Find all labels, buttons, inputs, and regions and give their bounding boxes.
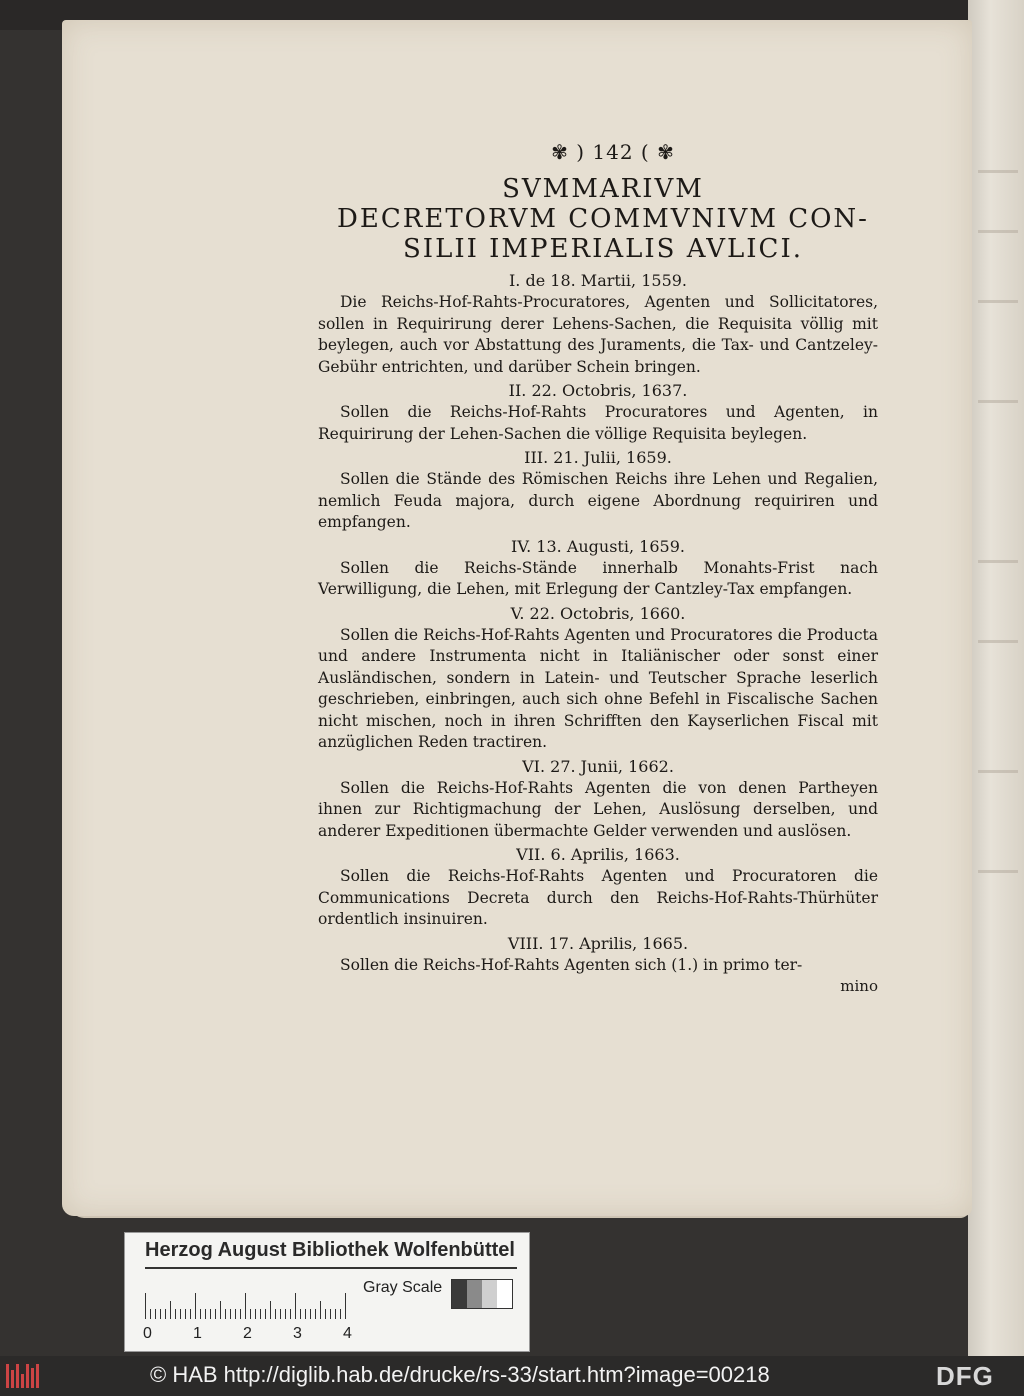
- logo-bar: [26, 1364, 29, 1388]
- swatch: [497, 1280, 512, 1308]
- ruler-tick: [160, 1309, 161, 1319]
- ruler-tick: [225, 1309, 226, 1319]
- decree-entry: [318, 933, 878, 977]
- decree-heading: III. 21. Julii, 1659.: [524, 448, 672, 467]
- decree-entry: [318, 270, 878, 378]
- decree-entry: [318, 756, 878, 843]
- ruler-tick: [340, 1309, 341, 1319]
- page-title: [328, 174, 878, 264]
- gray-scale-label: Gray Scale: [363, 1279, 443, 1296]
- logo-bar: [11, 1370, 14, 1388]
- decree-heading: VIII. 17. Aprilis, 1665.: [507, 933, 689, 953]
- ruler-tick: [250, 1309, 251, 1319]
- decree-heading: I. de 18. Martii, 1559.: [508, 271, 688, 290]
- ruler-tick: [195, 1293, 196, 1319]
- ruler-tick: [280, 1309, 281, 1319]
- decree-heading: IV. 13. Augusti, 1659.: [511, 536, 685, 556]
- decree-heading: V. 22. Octobris, 1660.: [510, 603, 686, 623]
- decree-text: Sollen die Stände des Römischen Reichs ihre Lehen und Regalien, nemlich Feuda majora, durch eigene Abordnung requiriren und empfangen.: [318, 470, 878, 531]
- logo-bar: [16, 1364, 19, 1388]
- decree-entry: [318, 536, 878, 601]
- ruler-tick: [215, 1309, 216, 1319]
- ruler-tick: [165, 1309, 166, 1319]
- ruler-tick: [290, 1309, 291, 1319]
- ruler-tick: [270, 1301, 271, 1319]
- ruler-tick: [285, 1309, 286, 1319]
- logo-bar: [36, 1364, 39, 1388]
- ruler-tick: [220, 1301, 221, 1319]
- ruler-tick: [260, 1309, 261, 1319]
- ruler-tick: [175, 1309, 176, 1319]
- footer-bar: [0, 1356, 1024, 1396]
- ruler-tick: [240, 1309, 241, 1319]
- ruler-number: 3: [293, 1325, 302, 1342]
- page-text: [318, 140, 878, 996]
- decree-text: Sollen die Reichs-Hof-Rahts Agenten sich (1.) in primo ter-: [340, 955, 803, 974]
- ruler-tick: [275, 1309, 276, 1319]
- ruler-number: 0: [143, 1325, 152, 1342]
- gray-scale-swatches: [451, 1279, 513, 1309]
- label-divider: [145, 1267, 517, 1269]
- ruler-tick: [170, 1301, 171, 1319]
- swatch: [452, 1280, 467, 1308]
- title-line: SILII IMPERIALIS AVLICI.: [403, 234, 803, 264]
- decree-text: Die Reichs-Hof-Rahts-Procuratores, Agenten und Sollicitatores, sollen in Requirirung derer Lehens-Sachen, die Requisita völlig mit beylegen, auch vor Abstattung des Juraments, die Tax- und Cantzeley-Gebühr entrichten, und darüber Schein bringen.: [318, 293, 878, 376]
- ruler-tick: [335, 1309, 336, 1319]
- ruler-tick: [190, 1309, 191, 1319]
- catchword: mino: [840, 977, 878, 995]
- ruler-tick: [315, 1309, 316, 1319]
- decree-entry: [318, 603, 878, 754]
- decree-text: Sollen die Reichs-Hof-Rahts Agenten und Procuratores die Producta und andere Instrumenta nicht in Italiänischer oder sonst einer Ausländischen, sondern in Latein- und Teutscher Sprache leserlich geschrieben, einbringen, auch sich ohne Befehl in Fiscalische Sachen nicht mischen, noch in ihren Schrifften den Kayserlichen Fiscal mit anzüglichen Reden tractiren.: [318, 625, 878, 751]
- ruler-tick: [265, 1309, 266, 1319]
- ruler-tick: [320, 1301, 321, 1319]
- ruler-tick: [210, 1309, 211, 1319]
- ruler-tick: [155, 1309, 156, 1319]
- ruler-tick: [235, 1309, 236, 1319]
- dfg-logo: DFG: [936, 1361, 994, 1391]
- ruler-tick: [295, 1293, 296, 1319]
- logo-bar: [6, 1364, 9, 1388]
- decree-heading: II. 22. Octobris, 1637.: [508, 381, 688, 400]
- page-number: ✾ ) 142 ( ✾: [551, 140, 675, 164]
- decree-text: Sollen die Reichs-Hof-Rahts Agenten die von denen Partheyen ihnen zur Richtigmachung der Lehen, Auslösung derselben, und anderer Expeditionen übermachte Gelder verwenden und auslösen.: [318, 778, 878, 840]
- decree-entry: [318, 447, 878, 534]
- ruler-number: 2: [243, 1325, 252, 1342]
- swatch: [482, 1280, 497, 1308]
- swatch: [467, 1280, 482, 1308]
- logo-bar: [21, 1374, 24, 1388]
- ruler-tick: [150, 1309, 151, 1319]
- ruler-tick: [185, 1309, 186, 1319]
- ruler-tick: [200, 1309, 201, 1319]
- ruler-tick: [145, 1293, 146, 1319]
- ruler-tick: [300, 1309, 301, 1319]
- library-name: Herzog August Bibliothek Wolfenbüttel: [145, 1239, 515, 1261]
- ruler-tick: [255, 1309, 256, 1319]
- ruler-tick: [330, 1309, 331, 1319]
- ruler-tick: [325, 1309, 326, 1319]
- ruler-tick: [180, 1309, 181, 1319]
- measurement-ruler: [145, 1291, 357, 1319]
- title-line: SVMMARIVM: [502, 174, 704, 204]
- title-line: DECRETORVM COMMVNIVM CON-: [337, 204, 869, 234]
- library-scale-label: [124, 1232, 530, 1352]
- ruler-tick: [230, 1309, 231, 1319]
- decree-text: Sollen die Reichs-Stände innerhalb Monahts-Frist nach Verwilligung, die Lehen, mit Erlegung der Cantzley-Tax empfangen.: [318, 558, 878, 598]
- ruler-tick: [345, 1293, 346, 1319]
- ruler-number: 4: [343, 1325, 352, 1342]
- decree-text: Sollen die Reichs-Hof-Rahts Procuratores und Agenten, in Requirirung der Lehen-Sachen die völlige Requisita beylegen.: [318, 403, 878, 443]
- ruler-tick: [310, 1309, 311, 1319]
- footer-credit-link[interactable]: © HAB http://diglib.hab.de/drucke/rs-33/start.htm?image=00218: [150, 1362, 770, 1387]
- decree-heading: VII. 6. Aprilis, 1663.: [516, 845, 680, 864]
- logo-bar: [31, 1368, 34, 1388]
- decree-entry: [318, 844, 878, 931]
- ruler-number: 1: [193, 1325, 202, 1342]
- decree-heading: VI. 27. Junii, 1662.: [522, 756, 674, 776]
- decree-text: Sollen die Reichs-Hof-Rahts Agenten und Procuratoren die Communications Decreta durch den Reichs-Hof-Rahts-Thürhüter ordentlich insinuiren.: [318, 867, 878, 928]
- ruler-tick: [245, 1293, 246, 1319]
- ruler-tick: [305, 1309, 306, 1319]
- ruler-tick: [205, 1309, 206, 1319]
- next-page-edge: [968, 0, 1024, 1356]
- decree-entry: [318, 380, 878, 445]
- hab-logo-icon: [6, 1364, 40, 1388]
